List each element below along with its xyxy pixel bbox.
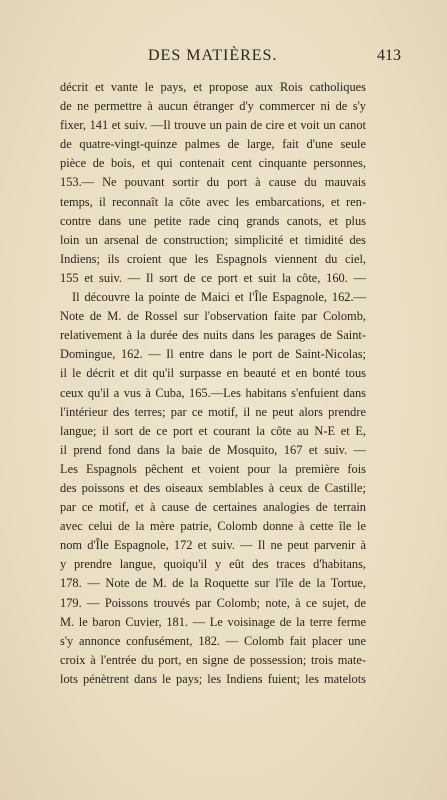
text-line: de quatre-vingt-quinze palmes de large, fait d'une seule xyxy=(60,137,366,152)
text-line: y prendre langue, quoiqu'il y eût des traces d'habitans, xyxy=(60,557,366,572)
text-line: Il découvre la pointe de Maici et l'Île Espagnole, 162.— xyxy=(72,290,366,305)
text-line: des poissons et des oiseaux semblables à ceux de Castille; xyxy=(60,480,366,495)
text-line: Les Espagnols pêchent et voient pour la première fois xyxy=(60,461,366,476)
text-line: 155 et suiv. — Il sort de ce port et suit la côte, 160. — xyxy=(60,270,366,285)
text-line: M. le baron Cuvier, 181. — Le voisinage de la terre ferme xyxy=(60,614,366,629)
text-line: par ce motif, et à cause de certaines analogies de terrain xyxy=(60,500,366,515)
text-line: croix à l'entrée du port, en signe de possession; trois mate- xyxy=(60,652,366,667)
index-text xyxy=(60,78,366,689)
text-line: ceux qu'il a vus à Cuba, 165.—Les habitans s'enfuient dans xyxy=(60,385,366,400)
text-line: avec celui de la mère patrie, Colomb donne à cette île le xyxy=(60,519,366,534)
text-line: pièce de bois, et qui contenait cent cinquante personnes, xyxy=(60,156,366,171)
text-line: de ne permettre à aucun étranger d'y commercer ni de s'y xyxy=(60,99,366,114)
running-head: DES MATIÈRES. xyxy=(148,47,278,64)
text-line: l'intérieur des terres; par ce motif, il ne peut alors prendre xyxy=(60,404,366,419)
text-line: langue; il sort de ce port et courant la côte au N-E et E, xyxy=(60,423,366,438)
text-line: Note de M. de Rossel sur l'observation faite par Colomb, xyxy=(60,309,366,324)
text-line: loin un arsenal de construction; simplicité et timidité des xyxy=(60,232,366,247)
text-line: 153.— Ne pouvant sortir du port à cause du mauvais xyxy=(60,175,366,190)
text-line: Indiens; ils croient que les Espagnols viennent du ciel, xyxy=(60,251,366,266)
text-line: lots pénètrent dans le pays; les Indiens fuient; les matelots xyxy=(60,671,366,686)
text-line: décrit et vante le pays, et propose aux Rois catholiques xyxy=(60,80,366,94)
text-line: temps, il reconnaît la côte avec les embarcations, et ren- xyxy=(60,194,366,209)
text-line: nom d'Île Espagnole, 172 et suiv. — Il ne peut parvenir à xyxy=(60,538,366,553)
text-line: fixer, 141 et suiv. —Il trouve un pain de cire et voit un canot xyxy=(60,118,366,133)
text-line: 179. — Poissons trouvés par Colomb; note, à ce sujet, de xyxy=(60,595,366,610)
page-number: 413 xyxy=(377,47,401,64)
text-line: 178. — Note de M. de la Roquette sur l'île de la Tortue, xyxy=(60,576,366,591)
page-header xyxy=(60,47,401,69)
text-line: contre dans une petite rade cinq grands canots, et plus xyxy=(60,213,366,228)
text-line: relativement à la durée des nuits dans les parages de Saint- xyxy=(60,328,366,343)
text-line: Domingue, 162. — Il entre dans le port de Saint-Nicolas; xyxy=(60,347,366,362)
text-line: il le décrit et dit qu'il surpasse en beauté et en bonté tous xyxy=(60,366,366,381)
text-line: s'y annonce confusément, 182. — Colomb fait placer une xyxy=(60,633,366,648)
text-line: il prend fond dans la baie de Mosquito, 167 et suiv. — xyxy=(60,442,366,457)
